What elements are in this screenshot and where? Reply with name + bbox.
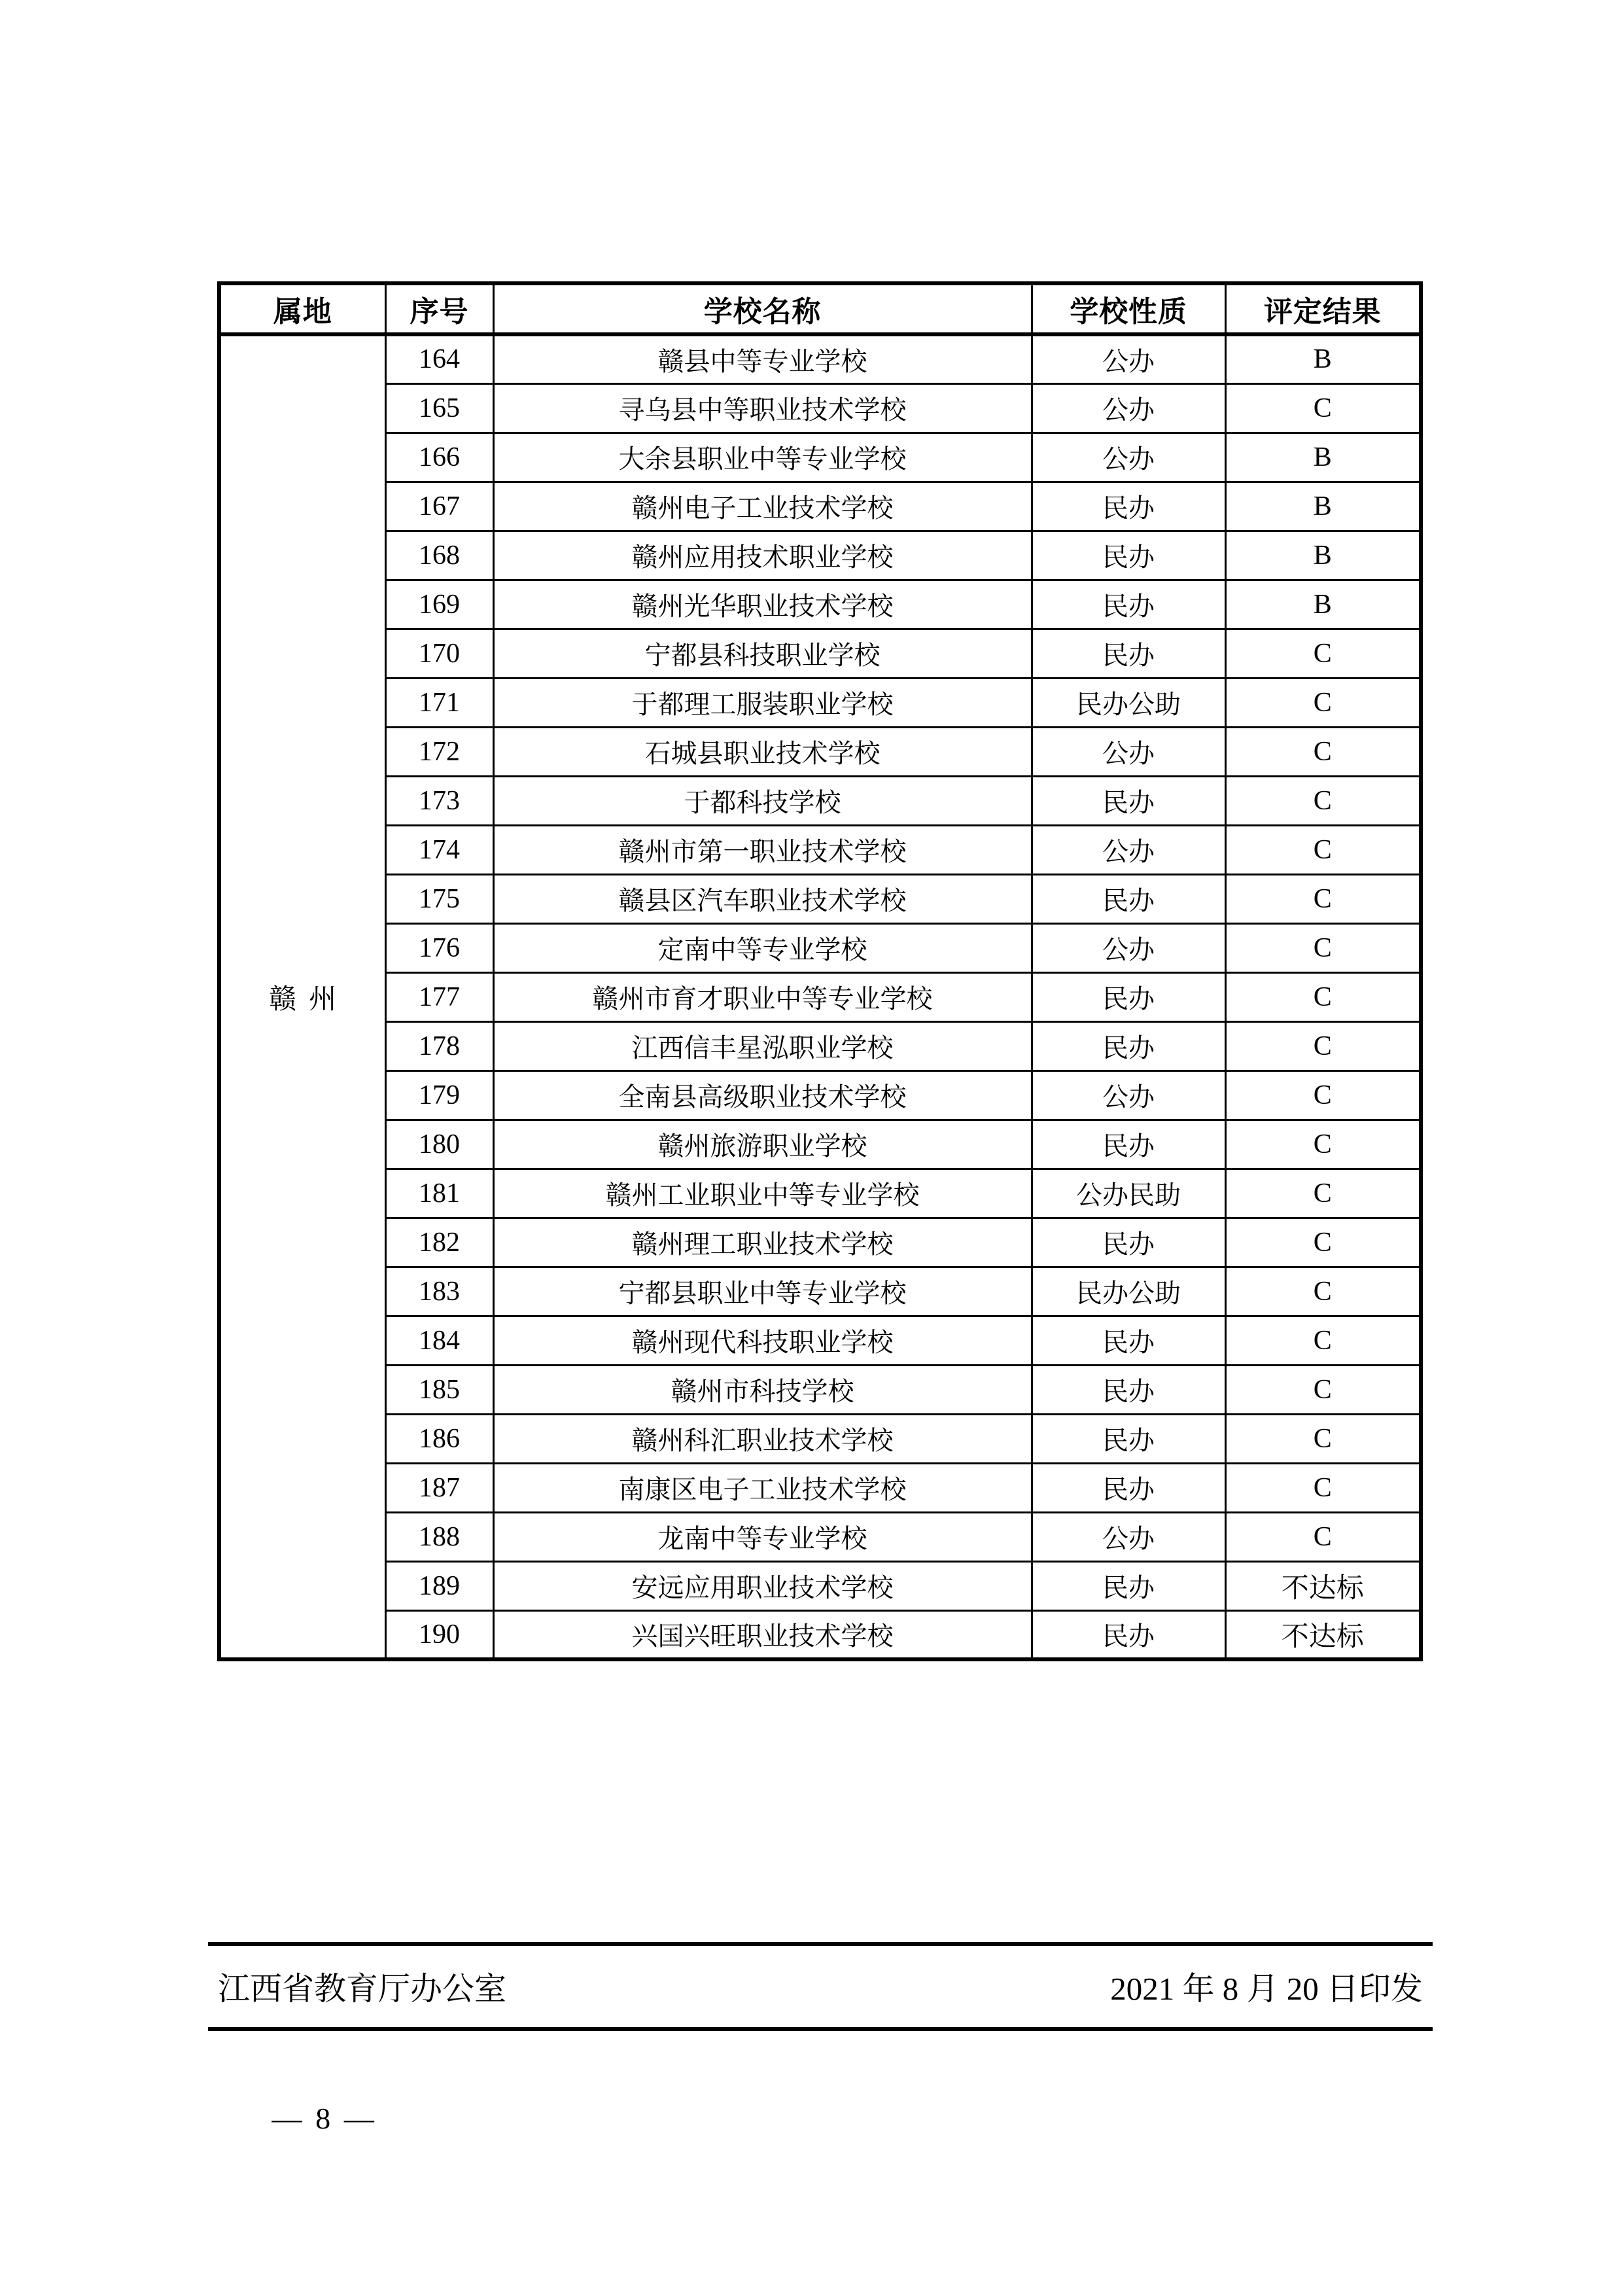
cell-name: 兴国兴旺职业技术学校 xyxy=(493,1610,1032,1659)
cell-type: 民办 xyxy=(1032,1561,1225,1610)
table-row xyxy=(219,776,1421,825)
cell-result: C xyxy=(1225,1021,1421,1070)
cell-no: 181 xyxy=(385,1169,493,1218)
print-date: 2021 年 8 月 20 日印发 xyxy=(1110,1971,1423,2007)
cell-name: 赣州科汇职业技术学校 xyxy=(493,1414,1032,1463)
cell-type: 公办 xyxy=(1032,1512,1225,1561)
footer xyxy=(208,1946,1433,2027)
cell-type: 民办 xyxy=(1032,1021,1225,1070)
table-row xyxy=(219,482,1421,531)
cell-name: 龙南中等专业学校 xyxy=(493,1512,1032,1561)
cell-no: 176 xyxy=(385,923,493,972)
table-row xyxy=(219,1070,1421,1120)
table-row xyxy=(219,1610,1421,1659)
table-row xyxy=(219,580,1421,629)
table-row xyxy=(219,334,1421,383)
cell-name: 赣州工业职业中等专业学校 xyxy=(493,1169,1032,1218)
table-row xyxy=(219,1561,1421,1610)
cell-no: 184 xyxy=(385,1316,493,1365)
header-region: 属地 xyxy=(219,283,385,334)
header-result: 评定结果 xyxy=(1225,283,1421,334)
cell-type: 公办 xyxy=(1032,433,1225,482)
cell-no: 167 xyxy=(385,482,493,531)
table-row xyxy=(219,531,1421,580)
cell-type: 公办 xyxy=(1032,923,1225,972)
region-cell: 赣州 xyxy=(219,334,385,1659)
cell-result: B xyxy=(1225,334,1421,383)
cell-no: 183 xyxy=(385,1267,493,1316)
table-row xyxy=(219,1267,1421,1316)
cell-name: 南康区电子工业技术学校 xyxy=(493,1463,1032,1512)
cell-result: C xyxy=(1225,678,1421,727)
table-row xyxy=(219,1218,1421,1267)
cell-no: 189 xyxy=(385,1561,493,1610)
cell-no: 190 xyxy=(385,1610,493,1659)
cell-result: 不达标 xyxy=(1225,1561,1421,1610)
table-header xyxy=(219,283,1421,334)
cell-type: 民办 xyxy=(1032,1414,1225,1463)
table-row xyxy=(219,629,1421,678)
table-row xyxy=(219,972,1421,1021)
cell-no: 182 xyxy=(385,1218,493,1267)
cell-type: 公办 xyxy=(1032,727,1225,776)
cell-type: 民办 xyxy=(1032,874,1225,923)
cell-no: 179 xyxy=(385,1070,493,1120)
cell-type: 民办 xyxy=(1032,1610,1225,1659)
cell-name: 赣州市科技学校 xyxy=(493,1365,1032,1414)
cell-result: C xyxy=(1225,972,1421,1021)
cell-type: 民办 xyxy=(1032,776,1225,825)
cell-result: C xyxy=(1225,776,1421,825)
table-row xyxy=(219,1512,1421,1561)
cell-name: 赣州市第一职业技术学校 xyxy=(493,825,1032,874)
cell-type: 民办 xyxy=(1032,1365,1225,1414)
cell-name: 赣州电子工业技术学校 xyxy=(493,482,1032,531)
cell-no: 174 xyxy=(385,825,493,874)
cell-name: 赣州应用技术职业学校 xyxy=(493,531,1032,580)
cell-name: 赣州旅游职业学校 xyxy=(493,1120,1032,1169)
cell-result: 不达标 xyxy=(1225,1610,1421,1659)
table-row xyxy=(219,678,1421,727)
table-row xyxy=(219,1463,1421,1512)
cell-result: C xyxy=(1225,1512,1421,1561)
header-school-name: 学校名称 xyxy=(493,283,1032,334)
cell-name: 大余县职业中等专业学校 xyxy=(493,433,1032,482)
school-rating-table xyxy=(217,281,1423,1661)
cell-type: 公办民助 xyxy=(1032,1169,1225,1218)
cell-type: 民办公助 xyxy=(1032,1267,1225,1316)
cell-name: 江西信丰星泓职业学校 xyxy=(493,1021,1032,1070)
cell-result: C xyxy=(1225,1316,1421,1365)
cell-type: 民办公助 xyxy=(1032,678,1225,727)
cell-result: C xyxy=(1225,1169,1421,1218)
header-school-type: 学校性质 xyxy=(1032,283,1225,334)
table-row xyxy=(219,433,1421,482)
cell-no: 188 xyxy=(385,1512,493,1561)
cell-type: 公办 xyxy=(1032,383,1225,433)
table-body xyxy=(219,334,1421,1659)
cell-result: B xyxy=(1225,580,1421,629)
cell-no: 165 xyxy=(385,383,493,433)
cell-type: 公办 xyxy=(1032,1070,1225,1120)
cell-name: 赣州市育才职业中等专业学校 xyxy=(493,972,1032,1021)
cell-name: 全南县高级职业技术学校 xyxy=(493,1070,1032,1120)
cell-name: 安远应用职业技术学校 xyxy=(493,1561,1032,1610)
table-row xyxy=(219,874,1421,923)
cell-result: C xyxy=(1225,1218,1421,1267)
cell-result: C xyxy=(1225,874,1421,923)
cell-type: 民办 xyxy=(1032,1463,1225,1512)
cell-type: 民办 xyxy=(1032,482,1225,531)
cell-result: C xyxy=(1225,825,1421,874)
cell-no: 169 xyxy=(385,580,493,629)
cell-name: 赣州理工职业技术学校 xyxy=(493,1218,1032,1267)
cell-no: 185 xyxy=(385,1365,493,1414)
header-row xyxy=(219,283,1421,334)
cell-type: 民办 xyxy=(1032,1218,1225,1267)
table-row xyxy=(219,825,1421,874)
table-row xyxy=(219,1414,1421,1463)
cell-type: 民办 xyxy=(1032,972,1225,1021)
table-row xyxy=(219,1169,1421,1218)
cell-name: 赣县中等专业学校 xyxy=(493,334,1032,383)
cell-result: B xyxy=(1225,531,1421,580)
cell-type: 公办 xyxy=(1032,825,1225,874)
table-row xyxy=(219,1365,1421,1414)
cell-result: B xyxy=(1225,482,1421,531)
cell-result: C xyxy=(1225,1267,1421,1316)
cell-type: 民办 xyxy=(1032,1316,1225,1365)
cell-name: 定南中等专业学校 xyxy=(493,923,1032,972)
cell-result: C xyxy=(1225,1365,1421,1414)
cell-result: C xyxy=(1225,1414,1421,1463)
cell-type: 民办 xyxy=(1032,1120,1225,1169)
cell-no: 180 xyxy=(385,1120,493,1169)
cell-name: 赣县区汽车职业技术学校 xyxy=(493,874,1032,923)
cell-no: 186 xyxy=(385,1414,493,1463)
cell-name: 寻乌县中等职业技术学校 xyxy=(493,383,1032,433)
page-number: — 8 — xyxy=(271,2102,377,2135)
cell-result: C xyxy=(1225,1070,1421,1120)
cell-name: 于都科技学校 xyxy=(493,776,1032,825)
cell-name: 石城县职业技术学校 xyxy=(493,727,1032,776)
table-row xyxy=(219,1021,1421,1070)
cell-result: C xyxy=(1225,923,1421,972)
cell-type: 民办 xyxy=(1032,580,1225,629)
cell-result: C xyxy=(1225,629,1421,678)
table-row xyxy=(219,1120,1421,1169)
cell-no: 170 xyxy=(385,629,493,678)
cell-type: 民办 xyxy=(1032,629,1225,678)
cell-no: 187 xyxy=(385,1463,493,1512)
cell-no: 168 xyxy=(385,531,493,580)
cell-no: 164 xyxy=(385,334,493,383)
cell-no: 178 xyxy=(385,1021,493,1070)
cell-type: 民办 xyxy=(1032,531,1225,580)
cell-result: C xyxy=(1225,1463,1421,1512)
cell-no: 177 xyxy=(385,972,493,1021)
cell-name: 赣州现代科技职业学校 xyxy=(493,1316,1032,1365)
cell-result: C xyxy=(1225,727,1421,776)
issuing-office: 江西省教育厅办公室 xyxy=(218,1971,507,2007)
cell-no: 173 xyxy=(385,776,493,825)
table-row xyxy=(219,923,1421,972)
cell-type: 公办 xyxy=(1032,334,1225,383)
cell-result: C xyxy=(1225,1120,1421,1169)
header-no: 序号 xyxy=(385,283,493,334)
cell-no: 166 xyxy=(385,433,493,482)
table-row xyxy=(219,1316,1421,1365)
cell-no: 172 xyxy=(385,727,493,776)
cell-name: 于都理工服装职业学校 xyxy=(493,678,1032,727)
cell-result: B xyxy=(1225,433,1421,482)
cell-no: 175 xyxy=(385,874,493,923)
cell-result: C xyxy=(1225,383,1421,433)
footer-bottom-rule xyxy=(208,2027,1433,2031)
cell-no: 171 xyxy=(385,678,493,727)
cell-name: 宁都县职业中等专业学校 xyxy=(493,1267,1032,1316)
table-row xyxy=(219,727,1421,776)
cell-name: 赣州光华职业技术学校 xyxy=(493,580,1032,629)
table-row xyxy=(219,383,1421,433)
cell-name: 宁都县科技职业学校 xyxy=(493,629,1032,678)
